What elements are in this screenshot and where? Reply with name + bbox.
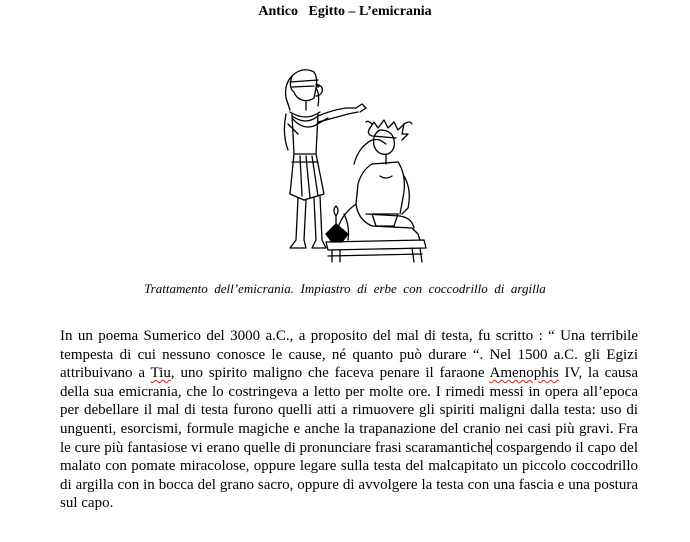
figure-caption: Trattamento dell’emicrania. Impiastro di erbe con coccodrillo di argilla	[144, 281, 546, 296]
spellcheck-word-tiu[interactable]: Tiu	[150, 365, 171, 382]
spellcheck-word-amenophis[interactable]: Amenophis	[489, 365, 559, 382]
paragraph-text-1: In un poema Sumerico del 3000 a.C., a proposito del mal di testa, fu scritto : “ Una terribile tempesta di cui nessuno conosce le cause, né quanto può durare “. Nel 1500 a.C. gli Egizi attribuivano a	[60, 328, 638, 382]
paragraph-text-3: IV, la causa della sua emicrania, che lo costringeva a letto per molte ore. I rimedi messi in opera all’epoca per debellare il mal di testa furono quelli atti a rimuovere gli spiriti maligni dalla testa: uso di unguenti, esorcismi, formule magiche e anche la trapanazione del cranio nei casi più gravi. Fra le cure più fantasiose vi erano quelle di pronunciare frasi scaramantiche	[60, 365, 638, 456]
body-paragraph	[60, 327, 638, 513]
page-title: Antico Egitto – L’emicrania	[258, 4, 432, 19]
paragraph-text-4: cospargendo il capo del malato con pomate miracolose, oppure legare sulla testa del malcapitato un piccolo coccodrillo di argilla con in bocca del grano sacro, oppure di avvolgere la testa con una fascia e una postura sul capo.	[60, 439, 638, 512]
egyptian-migraine-treatment-illustration	[262, 64, 432, 268]
paragraph-text-2: , uno spirito maligno che faceva penare il faraone	[170, 365, 490, 382]
